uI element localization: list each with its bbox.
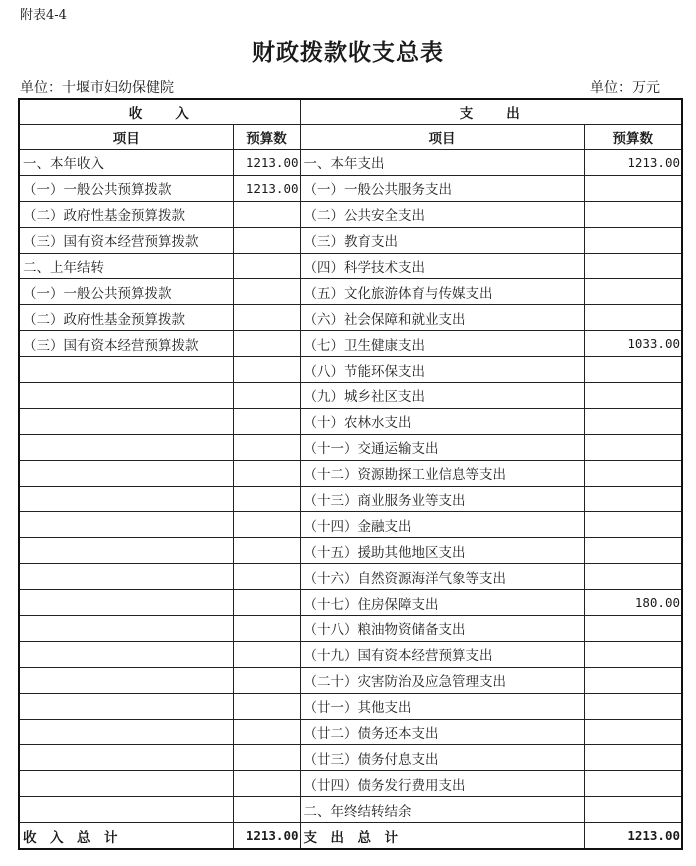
expense-item-cell: （三）教育支出 (300, 227, 584, 253)
expense-budget-cell (584, 227, 682, 253)
expense-budget-header: 预算数 (584, 125, 682, 150)
income-total-label: 收 入 总 计 (19, 823, 233, 849)
income-item-cell (19, 616, 233, 642)
expense-budget-cell (584, 201, 682, 227)
income-budget-cell (233, 227, 300, 253)
expense-budget-cell (584, 771, 682, 797)
income-budget-cell (233, 279, 300, 305)
income-item-cell (19, 408, 233, 434)
expense-item-cell: （十六）自然资源海洋气象等支出 (300, 564, 584, 590)
table-row (19, 175, 682, 201)
table-row (19, 564, 682, 590)
income-budget-cell (233, 641, 300, 667)
income-budget-cell (233, 667, 300, 693)
income-budget-cell (233, 305, 300, 331)
expense-budget-cell (584, 797, 682, 823)
income-item-cell (19, 383, 233, 409)
income-item-cell: （二）政府性基金预算拨款 (19, 305, 233, 331)
section-header-row (19, 99, 682, 125)
expense-item-cell: （十二）资源勘探工业信息等支出 (300, 460, 584, 486)
income-budget-cell (233, 408, 300, 434)
table-row (19, 279, 682, 305)
column-header-row (19, 125, 682, 150)
expense-item-cell: （十）农林水支出 (300, 408, 584, 434)
income-total-value: 1213.00 (233, 823, 300, 849)
table-row (19, 512, 682, 538)
expense-item-cell: （十四）金融支出 (300, 512, 584, 538)
income-budget-cell (233, 590, 300, 616)
expense-budget-cell: 1213.00 (584, 150, 682, 176)
table-row (19, 460, 682, 486)
income-budget-cell (233, 538, 300, 564)
income-item-cell (19, 667, 233, 693)
table-row (19, 745, 682, 771)
income-item-cell (19, 590, 233, 616)
expense-budget-cell (584, 745, 682, 771)
table-row (19, 797, 682, 823)
expense-budget-cell (584, 175, 682, 201)
income-item-cell (19, 538, 233, 564)
expense-item-cell: （一）一般公共服务支出 (300, 175, 584, 201)
income-item-cell: （三）国有资本经营预算拨款 (19, 227, 233, 253)
income-budget-cell (233, 434, 300, 460)
income-budget-cell (233, 383, 300, 409)
income-item-cell (19, 564, 233, 590)
expense-item-cell: （廿二）债务还本支出 (300, 719, 584, 745)
income-item-cell (19, 357, 233, 383)
income-budget-cell (233, 460, 300, 486)
table-row (19, 667, 682, 693)
expense-item-cell: （十七）住房保障支出 (300, 590, 584, 616)
income-budget-cell (233, 771, 300, 797)
page-title: 财政拨款收支总表 (252, 39, 444, 66)
income-budget-cell (233, 797, 300, 823)
income-budget-cell: 1213.00 (233, 150, 300, 176)
table-row (19, 357, 682, 383)
table-row (19, 331, 682, 357)
table-row (19, 538, 682, 564)
expense-item-cell: （十一）交通运输支出 (300, 434, 584, 460)
income-budget-cell: 1213.00 (233, 175, 300, 201)
expense-budget-cell (584, 616, 682, 642)
table-row (19, 201, 682, 227)
table-row (19, 408, 682, 434)
income-budget-cell (233, 331, 300, 357)
income-budget-cell (233, 253, 300, 279)
expense-budget-cell: 180.00 (584, 590, 682, 616)
income-budget-cell (233, 719, 300, 745)
fiscal-appropriation-table (18, 98, 683, 850)
income-budget-cell (233, 693, 300, 719)
annex-label: 附表4-4 (20, 8, 67, 23)
expense-total-label: 支 出 总 计 (300, 823, 584, 849)
expense-item-cell: （二）公共安全支出 (300, 201, 584, 227)
income-item-cell (19, 641, 233, 667)
income-item-cell (19, 460, 233, 486)
table-row (19, 227, 682, 253)
income-item-cell: （二）政府性基金预算拨款 (19, 201, 233, 227)
income-item-cell: （三）国有资本经营预算拨款 (19, 331, 233, 357)
expense-item-header: 项目 (300, 125, 584, 150)
expense-item-cell: （五）文化旅游体育与传媒支出 (300, 279, 584, 305)
expense-item-cell: （九）城乡社区支出 (300, 383, 584, 409)
income-item-header: 项目 (19, 125, 233, 150)
expense-budget-cell (584, 512, 682, 538)
expense-budget-cell (584, 486, 682, 512)
expense-budget-cell (584, 305, 682, 331)
expense-total-value: 1213.00 (584, 823, 682, 849)
expense-budget-cell (584, 693, 682, 719)
income-budget-cell (233, 357, 300, 383)
organization-unit: 单位：十堰市妇幼保健院 (20, 80, 174, 96)
table-row (19, 771, 682, 797)
income-item-cell (19, 486, 233, 512)
income-item-cell: 一、本年收入 (19, 150, 233, 176)
income-budget-cell (233, 201, 300, 227)
table-row (19, 150, 682, 176)
table-row (19, 616, 682, 642)
expense-item-cell: （四）科学技术支出 (300, 253, 584, 279)
currency-unit: 单位：万元 (590, 80, 660, 96)
table-row (19, 590, 682, 616)
income-budget-cell (233, 486, 300, 512)
total-row (19, 823, 682, 849)
expense-item-cell: （十八）粮油物资储备支出 (300, 616, 584, 642)
income-item-cell (19, 693, 233, 719)
expense-budget-cell (584, 383, 682, 409)
expense-item-cell: 二、年终结转结余 (300, 797, 584, 823)
income-item-cell (19, 797, 233, 823)
table-row (19, 641, 682, 667)
income-budget-cell (233, 512, 300, 538)
income-item-cell (19, 512, 233, 538)
expense-budget-cell: 1033.00 (584, 331, 682, 357)
expense-item-cell: （廿三）债务付息支出 (300, 745, 584, 771)
table-row (19, 486, 682, 512)
expense-budget-cell (584, 357, 682, 383)
expense-budget-cell (584, 719, 682, 745)
expense-budget-cell (584, 564, 682, 590)
income-item-cell (19, 745, 233, 771)
expense-item-cell: （七）卫生健康支出 (300, 331, 584, 357)
expense-item-cell: （十三）商业服务业等支出 (300, 486, 584, 512)
income-budget-header: 预算数 (233, 125, 300, 150)
expense-budget-cell (584, 253, 682, 279)
table-row (19, 693, 682, 719)
expense-section-header: 支 出 (300, 99, 682, 125)
table-row (19, 719, 682, 745)
income-budget-cell (233, 564, 300, 590)
expense-budget-cell (584, 538, 682, 564)
expense-item-cell: （廿一）其他支出 (300, 693, 584, 719)
expense-item-cell: （二十）灾害防治及应急管理支出 (300, 667, 584, 693)
table-row (19, 305, 682, 331)
table-row (19, 434, 682, 460)
expense-item-cell: （十五）援助其他地区支出 (300, 538, 584, 564)
income-item-cell: 二、上年结转 (19, 253, 233, 279)
income-item-cell (19, 434, 233, 460)
table-row (19, 383, 682, 409)
expense-budget-cell (584, 667, 682, 693)
income-item-cell: （一）一般公共预算拨款 (19, 175, 233, 201)
income-item-cell (19, 771, 233, 797)
income-budget-cell (233, 745, 300, 771)
expense-budget-cell (584, 279, 682, 305)
expense-item-cell: （廿四）债务发行费用支出 (300, 771, 584, 797)
expense-budget-cell (584, 408, 682, 434)
income-section-header: 收 入 (19, 99, 300, 125)
expense-item-cell: （八）节能环保支出 (300, 357, 584, 383)
expense-budget-cell (584, 641, 682, 667)
income-budget-cell (233, 616, 300, 642)
expense-budget-cell (584, 460, 682, 486)
expense-budget-cell (584, 434, 682, 460)
table-row (19, 253, 682, 279)
income-item-cell: （一）一般公共预算拨款 (19, 279, 233, 305)
expense-item-cell: （六）社会保障和就业支出 (300, 305, 584, 331)
expense-item-cell: 一、本年支出 (300, 150, 584, 176)
income-item-cell (19, 719, 233, 745)
expense-item-cell: （十九）国有资本经营预算支出 (300, 641, 584, 667)
